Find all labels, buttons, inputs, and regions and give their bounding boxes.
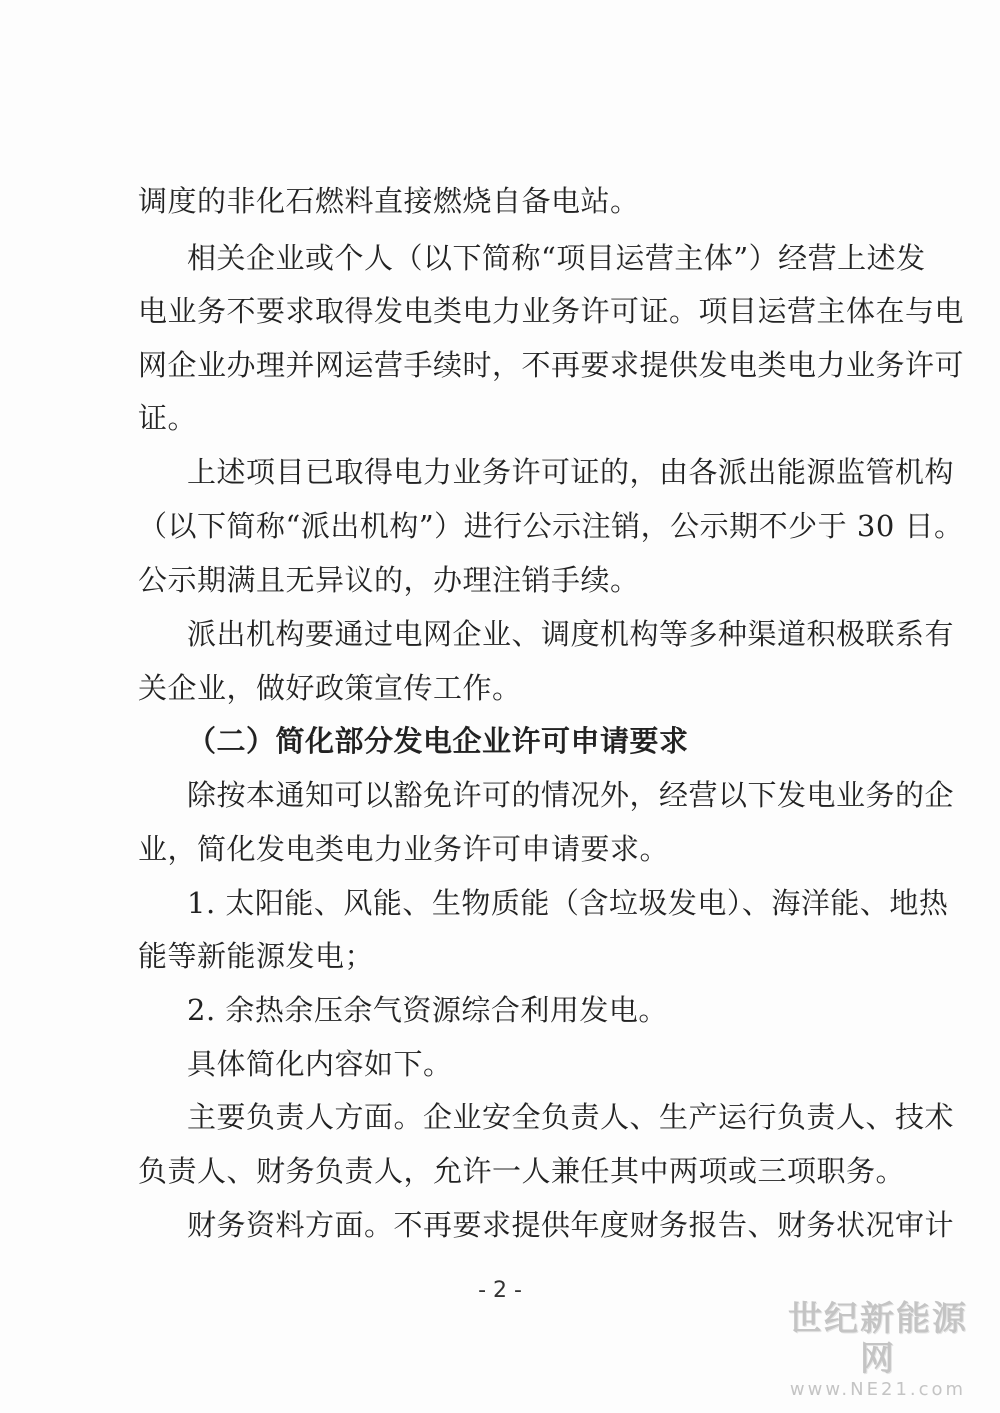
list-item-line: 2. 余热余压余气资源综合利用发电。 (187, 993, 668, 1027)
paragraph-line: 电业务不要求取得发电类电力业务许可证。项目运营主体在与电 (138, 294, 965, 328)
page-number: - 2 - (478, 1278, 522, 1303)
paragraph-line: 上述项目已取得电力业务许可证的，由各派出能源监管机构 (187, 455, 955, 489)
paragraph-line: 相关企业或个人（以下简称“项目运营主体”）经营上述发 (187, 241, 926, 275)
paragraph-line: 公示期满且无异议的，办理注销手续。 (138, 563, 640, 597)
paragraph-line: （以下简称“派出机构”）进行公示注销，公示期不少于 30 日。 (138, 509, 964, 543)
watermark-title: 世纪新能源网 (788, 1299, 968, 1379)
paragraph-line: 派出机构要通过电网企业、调度机构等多种渠道积极联系有 (187, 617, 955, 651)
watermark-url: www.NE21.com (789, 1379, 967, 1400)
paragraph-line: 调度的非化石燃料直接燃烧自备电站。 (138, 184, 640, 218)
paragraph-line: 证。 (138, 401, 198, 435)
section-heading: （二）简化部分发电企业许可申请要求 (187, 724, 689, 758)
paragraph-line: 网企业办理并网运营手续时，不再要求提供发电类电力业务许可 (138, 348, 965, 382)
paragraph-line: 负责人、财务负责人，允许一人兼任其中两项或三项职务。 (138, 1154, 906, 1188)
site-watermark (778, 1299, 978, 1401)
paragraph-line: 除按本通知可以豁免许可的情况外，经营以下发电业务的企 (187, 778, 955, 812)
list-item-line: 能等新能源发电； (138, 939, 375, 973)
paragraph-line: 主要负责人方面。企业安全负责人、生产运行负责人、技术 (187, 1100, 955, 1134)
list-item-line: 1. 太阳能、风能、生物质能（含垃圾发电）、海洋能、地热 (187, 886, 949, 920)
paragraph-line: 业，简化发电类电力业务许可申请要求。 (138, 832, 670, 866)
paragraph-line: 具体简化内容如下。 (187, 1047, 453, 1081)
paragraph-line: 关企业，做好政策宣传工作。 (138, 671, 522, 705)
paragraph-line: 财务资料方面。不再要求提供年度财务报告、财务状况审计 (187, 1208, 955, 1242)
